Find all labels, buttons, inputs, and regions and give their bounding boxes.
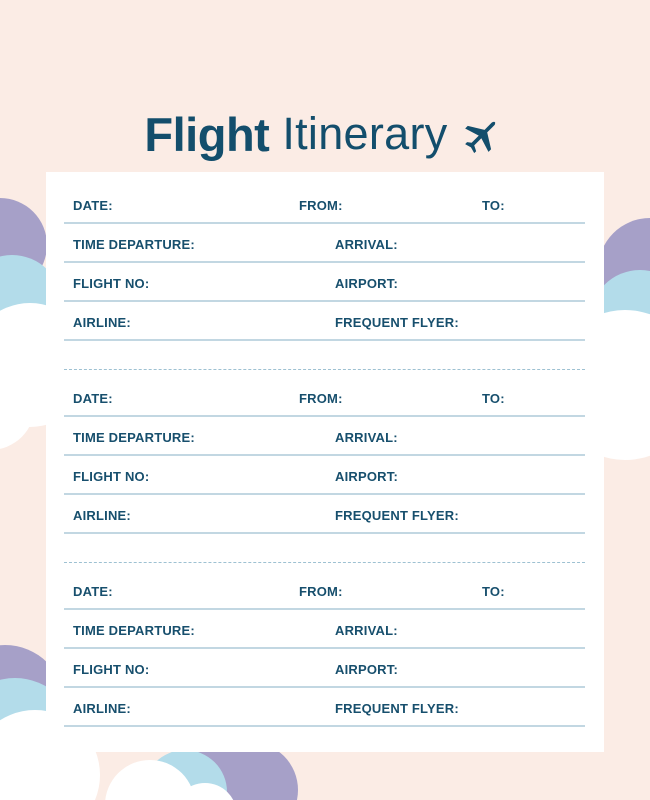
date-label: DATE: — [73, 584, 113, 599]
title-bold: Flight — [144, 107, 270, 161]
time-departure-label: TIME DEPARTURE: — [73, 430, 195, 445]
row-airline-flyer — [64, 688, 585, 727]
arrival-label: ARRIVAL: — [335, 623, 398, 638]
frequent-flyer-label: FREQUENT FLYER: — [335, 701, 459, 716]
row-flight-airport — [64, 263, 585, 302]
flight-no-label: FLIGHT NO: — [73, 662, 150, 677]
flight-no-label: FLIGHT NO: — [73, 469, 150, 484]
time-departure-label: TIME DEPARTURE: — [73, 623, 195, 638]
frequent-flyer-label: FREQUENT FLYER: — [335, 315, 459, 330]
itinerary-block-2 — [64, 378, 585, 534]
airport-label: AIRPORT: — [335, 469, 398, 484]
itinerary-block-3 — [64, 571, 585, 727]
airport-label: AIRPORT: — [335, 276, 398, 291]
row-date-from-to — [64, 571, 585, 610]
date-label: DATE: — [73, 391, 113, 406]
arrival-label: ARRIVAL: — [335, 237, 398, 252]
date-label: DATE: — [73, 198, 113, 213]
dashed-divider-2 — [64, 562, 585, 563]
title-light: Itinerary — [282, 108, 448, 159]
row-date-from-to — [64, 378, 585, 417]
row-airline-flyer — [64, 302, 585, 341]
itinerary-block-1 — [64, 185, 585, 341]
arrival-label: ARRIVAL: — [335, 430, 398, 445]
from-label: FROM: — [299, 198, 343, 213]
airport-label: AIRPORT: — [335, 662, 398, 677]
from-label: FROM: — [299, 391, 343, 406]
airline-label: AIRLINE: — [73, 701, 131, 716]
to-label: TO: — [482, 584, 505, 599]
airline-label: AIRLINE: — [73, 508, 131, 523]
flight-no-label: FLIGHT NO: — [73, 276, 150, 291]
itinerary-card — [46, 172, 604, 752]
row-flight-airport — [64, 456, 585, 495]
dashed-divider-1 — [64, 369, 585, 370]
row-departure-arrival — [64, 610, 585, 649]
airline-label: AIRLINE: — [73, 315, 131, 330]
row-flight-airport — [64, 649, 585, 688]
row-departure-arrival — [64, 224, 585, 263]
to-label: TO: — [482, 198, 505, 213]
row-departure-arrival — [64, 417, 585, 456]
page-title — [0, 104, 650, 164]
row-date-from-to — [64, 185, 585, 224]
time-departure-label: TIME DEPARTURE: — [73, 237, 195, 252]
airplane-icon — [458, 113, 506, 157]
frequent-flyer-label: FREQUENT FLYER: — [335, 508, 459, 523]
to-label: TO: — [482, 391, 505, 406]
from-label: FROM: — [299, 584, 343, 599]
row-airline-flyer — [64, 495, 585, 534]
